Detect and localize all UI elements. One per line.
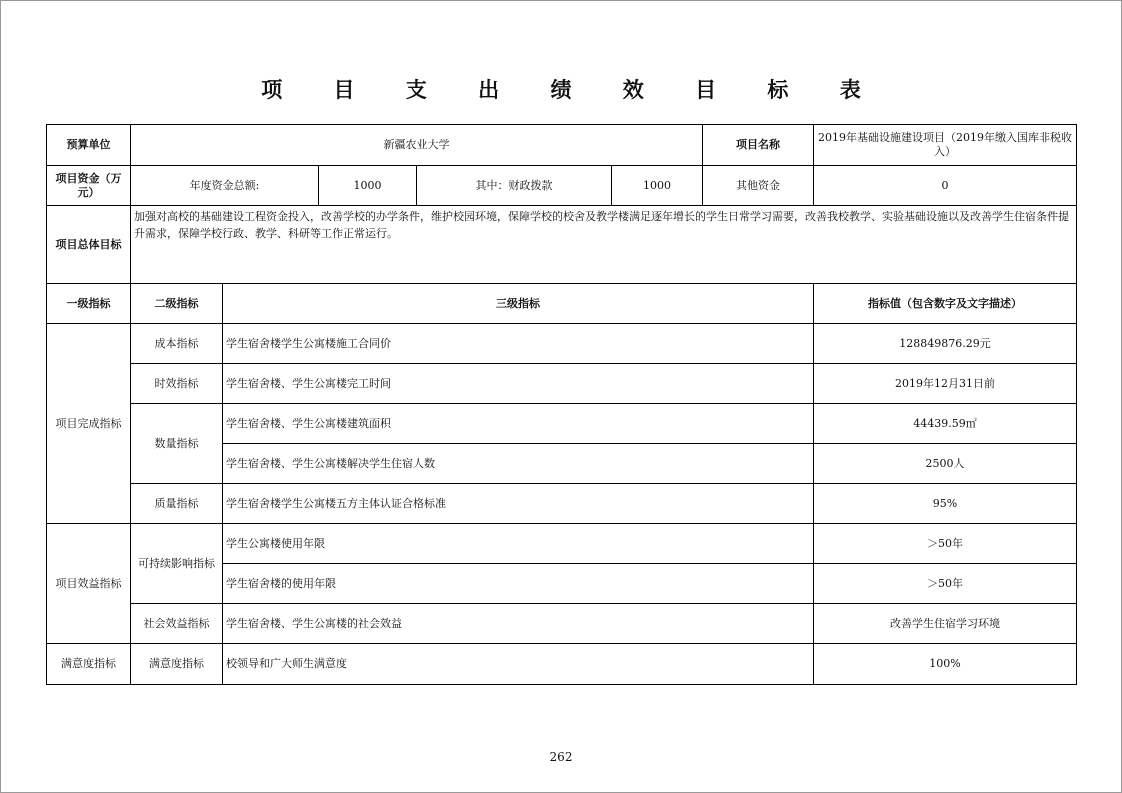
table-row bbox=[47, 524, 1077, 564]
table-row bbox=[47, 484, 1077, 524]
page-number: 262 bbox=[549, 750, 573, 764]
performance-table bbox=[46, 124, 1077, 685]
indicator-cell: 学生宿舍楼学生公寓楼施工合同价 bbox=[223, 324, 814, 364]
goal-text: 加强对高校的基础建设工程资金投入，改善学校的办学条件，维护校园环境，保障学校的校舍及教学楼满足逐年增长的学生日常学习需要，改善我校教学、实验基础设施以及改善学生住宿条件提升需求，保障学校行政、教学、科研等工作正常运行。 bbox=[131, 206, 1077, 284]
subgroup-satisfaction: 满意度指标 bbox=[131, 644, 223, 685]
table-row bbox=[47, 404, 1077, 444]
annual-total-label: 年度资金总额: bbox=[131, 166, 319, 206]
fiscal-label: 其中：财政拨款 bbox=[417, 166, 612, 206]
indicator-cell: 校领导和广大师生满意度 bbox=[223, 644, 814, 685]
indicator-cell: 学生宿舍楼、学生公寓楼解决学生住宿人数 bbox=[223, 444, 814, 484]
group-completion: 项目完成指标 bbox=[47, 324, 131, 524]
other-funds-value: 0 bbox=[814, 166, 1077, 206]
col-level2-header: 二级指标 bbox=[131, 284, 223, 324]
subgroup-cost: 成本指标 bbox=[131, 324, 223, 364]
subgroup-social: 社会效益指标 bbox=[131, 604, 223, 644]
value-cell: 128849876.29元 bbox=[814, 324, 1077, 364]
subgroup-quality: 质量指标 bbox=[131, 484, 223, 524]
column-header-row bbox=[47, 284, 1077, 324]
project-name-value: 2019年基础设施建设项目（2019年缴入国库非税收入） bbox=[814, 125, 1077, 166]
group-satisfaction: 满意度指标 bbox=[47, 644, 131, 685]
indicator-cell: 学生宿舍楼、学生公寓楼建筑面积 bbox=[223, 404, 814, 444]
annual-total-value: 1000 bbox=[319, 166, 417, 206]
indicator-cell: 学生宿舍楼学生公寓楼五方主体认证合格标准 bbox=[223, 484, 814, 524]
col-value-header: 指标值（包含数字及文字描述） bbox=[814, 284, 1077, 324]
value-cell: 2500人 bbox=[814, 444, 1077, 484]
value-cell: 2019年12月31日前 bbox=[814, 364, 1077, 404]
subgroup-time: 时效指标 bbox=[131, 364, 223, 404]
header-row-unit bbox=[47, 125, 1077, 166]
other-funds-label: 其他资金 bbox=[703, 166, 814, 206]
col-level3-header: 三级指标 bbox=[223, 284, 814, 324]
indicator-cell: 学生宿舍楼、学生公寓楼的社会效益 bbox=[223, 604, 814, 644]
indicator-cell: 学生公寓楼使用年限 bbox=[223, 524, 814, 564]
fiscal-value: 1000 bbox=[612, 166, 703, 206]
value-cell: ＞50年 bbox=[814, 564, 1077, 604]
header-row-funds bbox=[47, 166, 1077, 206]
col-level1-header: 一级指标 bbox=[47, 284, 131, 324]
budget-unit-label: 预算单位 bbox=[47, 125, 131, 166]
project-name-label: 项目名称 bbox=[703, 125, 814, 166]
goal-label: 项目总体目标 bbox=[47, 206, 131, 284]
page-title: 项 目 支 出 绩 效 目 标 表 bbox=[261, 78, 883, 102]
value-cell: 改善学生住宿学习环境 bbox=[814, 604, 1077, 644]
subgroup-sustain: 可持续影响指标 bbox=[131, 524, 223, 604]
value-cell: 44439.59㎡ bbox=[814, 404, 1077, 444]
funds-label: 项目资金（万元） bbox=[47, 166, 131, 206]
table-row bbox=[47, 644, 1077, 685]
value-cell: ＞50年 bbox=[814, 524, 1077, 564]
subgroup-quantity: 数量指标 bbox=[131, 404, 223, 484]
value-cell: 100% bbox=[814, 644, 1077, 685]
table-row bbox=[47, 364, 1077, 404]
table-row bbox=[47, 324, 1077, 364]
indicator-cell: 学生宿舍楼、学生公寓楼完工时间 bbox=[223, 364, 814, 404]
value-cell: 95% bbox=[814, 484, 1077, 524]
group-benefit: 项目效益指标 bbox=[47, 524, 131, 644]
indicator-cell: 学生宿舍楼的使用年限 bbox=[223, 564, 814, 604]
table-row bbox=[47, 604, 1077, 644]
budget-unit-value: 新疆农业大学 bbox=[131, 125, 703, 166]
header-row-goal bbox=[47, 206, 1077, 284]
